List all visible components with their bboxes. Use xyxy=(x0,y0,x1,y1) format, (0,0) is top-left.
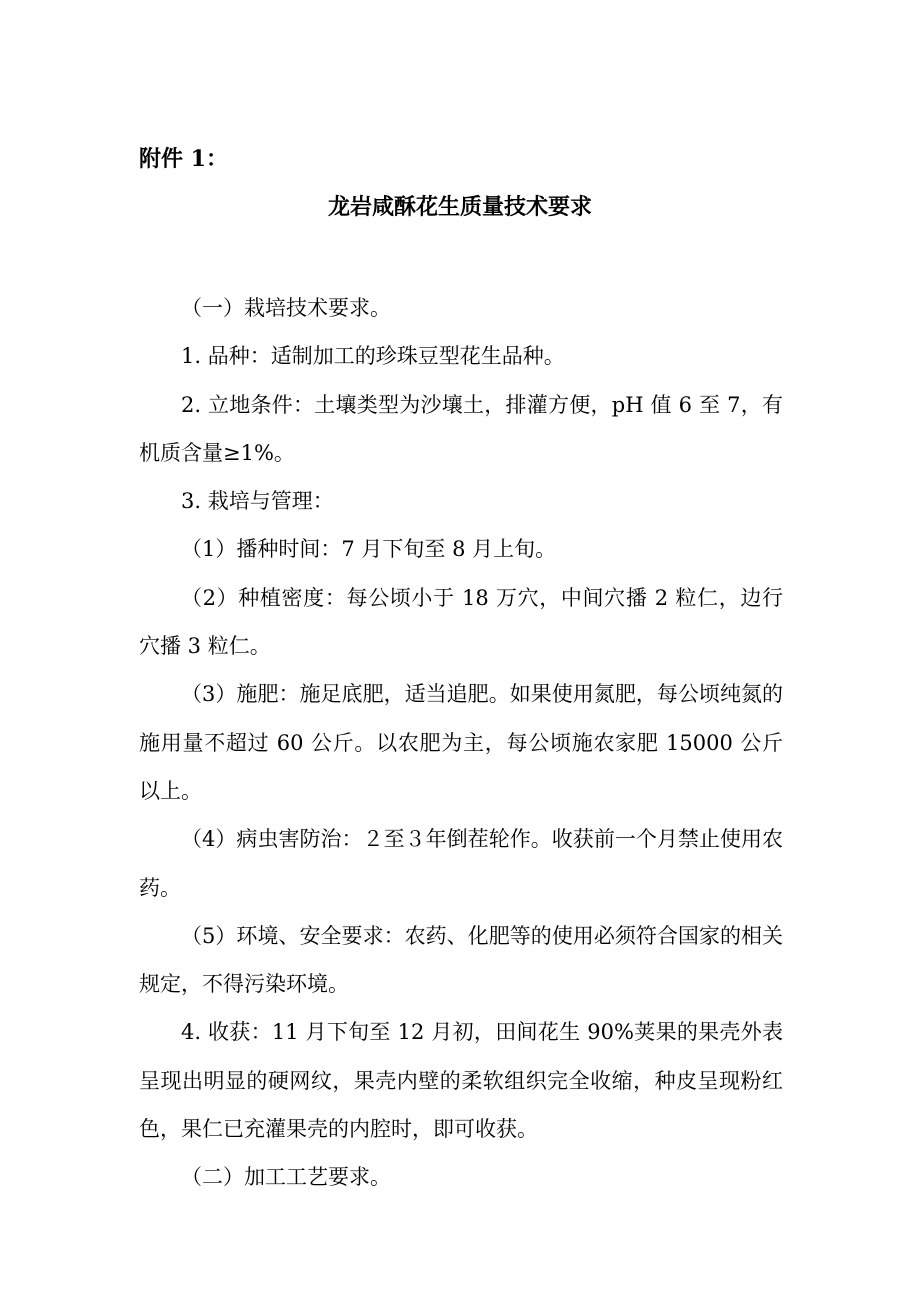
paragraph-harvest: 4. 收获：11 月下旬至 12 月初，田间花生 90%荚果的果壳外表呈现出明显的硬网纹，果壳内壁的柔软组织完全收缩，种皮呈现粉红色，果仁已充灌果壳的内腔时，即可收获。 xyxy=(139,1020,783,1142)
paragraph-environment-safety: （5）环境、安全要求：农药、化肥等的使用必须符合国家的相关规定，不得污染环境。 xyxy=(139,923,783,997)
attachment-label: 附件 1： xyxy=(139,146,228,172)
paragraph-site-conditions: 2. 立地条件：土壤类型为沙壤土，排灌方便，pH 值 6 至 7，有机质含量≥1%。 xyxy=(139,392,783,465)
paragraph-cultivation-management: 3. 栽培与管理： xyxy=(181,489,334,514)
paragraph-variety: 1. 品种：适制加工的珍珠豆型花生品种。 xyxy=(181,344,565,369)
paragraph-planting-density: （2）种植密度：每公顷小于 18 万穴，中间穴播 2 粒仁，边行穴播 3 粒仁。 xyxy=(139,585,783,659)
paragraph-sowing-time: （1）播种时间：7 月下旬至 8 月上旬。 xyxy=(181,537,557,562)
paragraph-pest-control: （4）病虫害防治：２至３年倒茬轮作。收获前一个月禁止使用农药。 xyxy=(139,827,783,900)
document-body xyxy=(139,284,783,1202)
paragraph-section-1: （一）栽培技术要求。 xyxy=(181,296,391,320)
paragraph-fertilization: （3）施肥：施足底肥，适当追肥。如果使用氮肥，每公顷纯氮的施用量不超过 60 公斤。以农肥为主，每公顷施农家肥 15000 公斤以上。 xyxy=(139,682,783,803)
document-title: 龙岩咸酥花生质量技术要求 xyxy=(327,194,592,220)
paragraph-section-2: （二）加工工艺要求。 xyxy=(181,1165,391,1190)
